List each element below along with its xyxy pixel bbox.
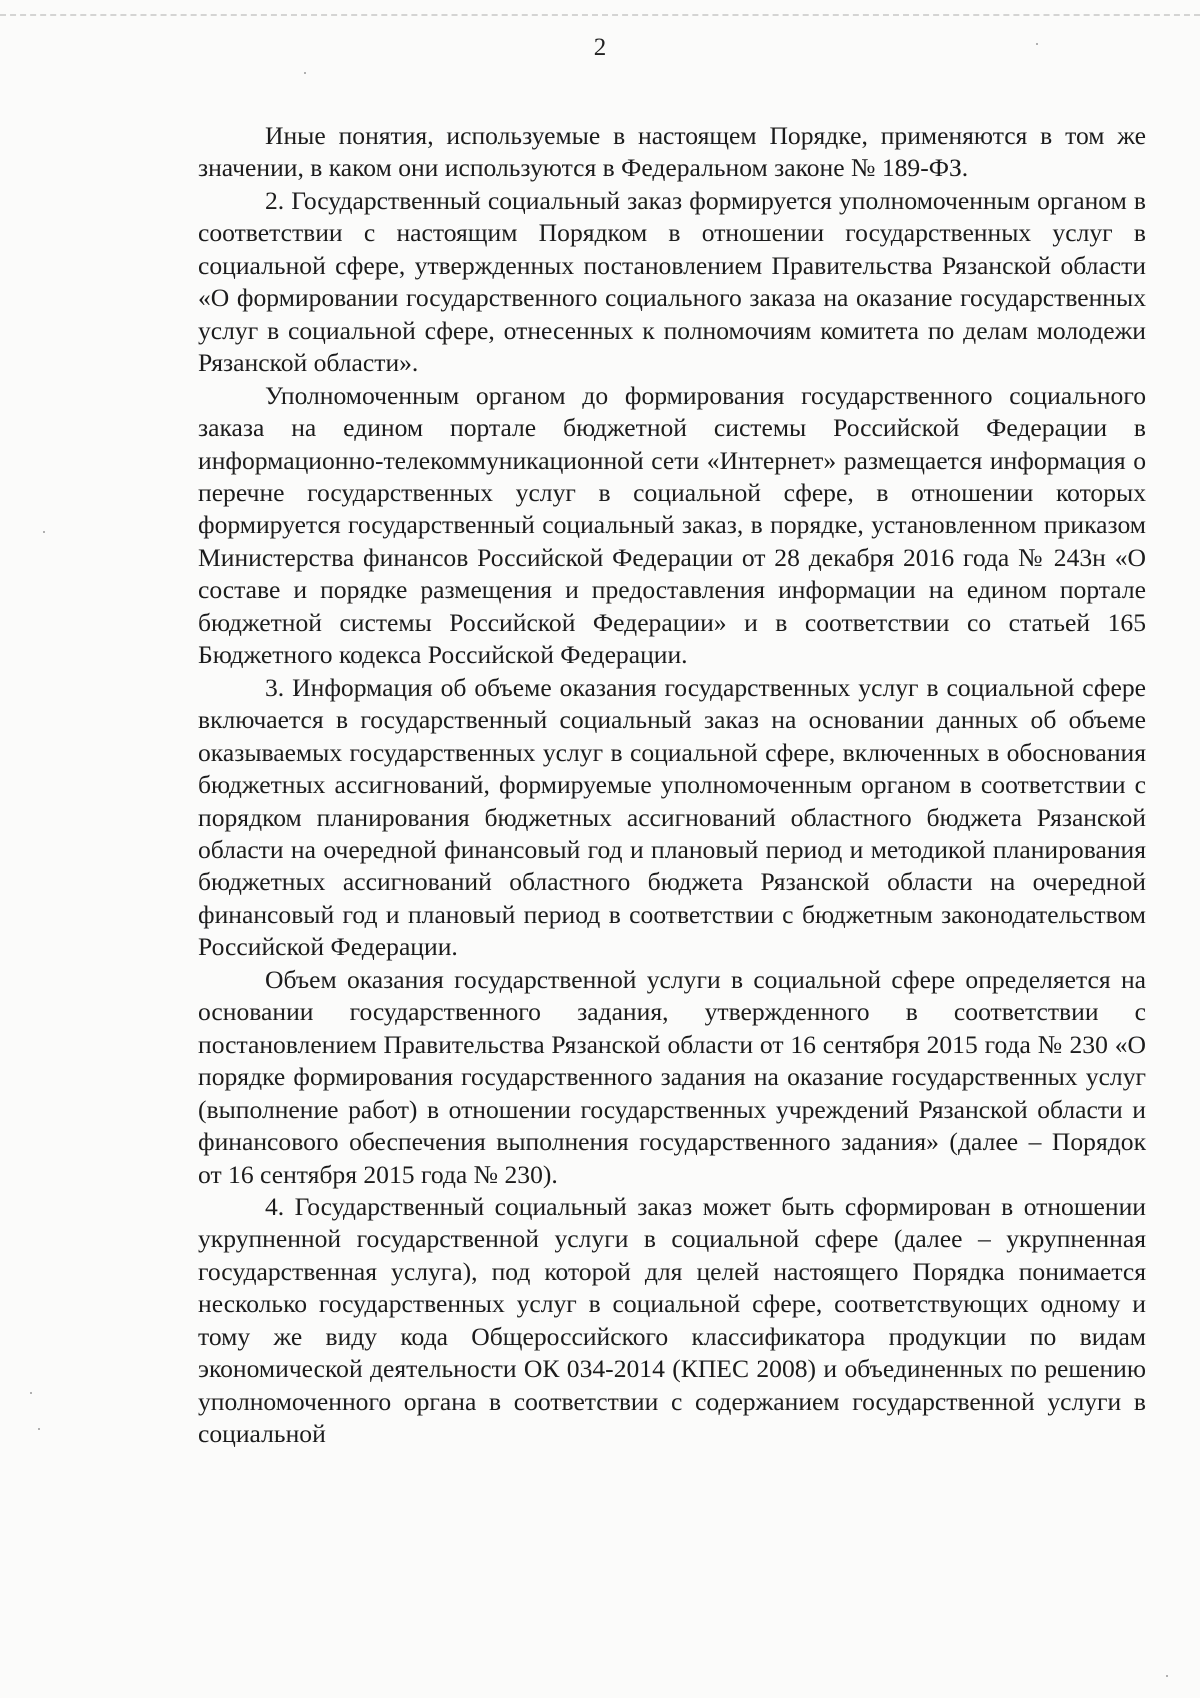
scan-edge-line [0, 14, 1200, 16]
scan-speck [304, 72, 306, 74]
document-body [198, 120, 1146, 1451]
paragraph-other-terms: Иные понятия, используемые в настоящем Порядке, применяются в том же значении, в каком они используются в Федеральном законе № 189-ФЗ. [198, 121, 1146, 183]
scan-speck [30, 1392, 32, 1394]
paragraph-clause-4: 4. Государственный социальный заказ может быть сформирован в отношении укрупненной государственной услуги в социальной сфере (далее – укрупненная государственная услуга), под которой для целей настоящего Порядка понимается несколько государственных услуг в социальной сфере, соответствующих одному и тому же виду кода Общероссийского классификатора продукции по видам экономической деятельности ОК 034-2014 (КПЕС 2008) и объединенных по решению уполномоченного органа в соответствии с содержанием государственной услуги в социальной [198, 1191, 1146, 1449]
paragraph-clause-3: 3. Информация об объеме оказания государственных услуг в социальной сфере включается в государственный социальный заказ на основании данных об объеме оказываемых государственных услуг в социальной сфере, включенных в обоснования бюджетных ассигнований, формируемые уполномоченным органом в соответствии с порядком планирования бюджетных ассигнований областного бюджета Рязанской области на очередной финансовый год и плановый период и методикой планирования бюджетных ассигнований областного бюджета Рязанской области на очередной финансовый год и плановый период в соответствии с бюджетным законодательством Российской Федерации. [198, 672, 1146, 962]
paragraph-authorized-body-info: Уполномоченным органом до формирования государственного социального заказа на едином портале бюджетной системы Российской Федерации в информационно-телекоммуникационной сети «Интернет» размещается информация о перечне государственных услуг в социальной сфере, в отношении которых формируется государственный социальный заказ, в порядке, установленном приказом Министерства финансов Российской Федерации от 28 декабря 2016 года № 243н «О составе и порядке размещения и предоставления информации на едином портале бюджетной системы Российской Федерации» и в соответствии со статьей 165 Бюджетного кодекса Российской Федерации. [198, 380, 1146, 670]
scan-speck [43, 531, 45, 533]
scan-speck [1036, 43, 1038, 45]
paragraph-clause-2: 2. Государственный социальный заказ формируется уполномоченным органом в соответствии с настоящим Порядком в отношении государственных услуг в социальной сфере, утвержденных постановлением Правительства Рязанской области «О формировании государственного социального заказа на оказание государственных услуг в социальной сфере, отнесенных к полномочиям комитета по делам молодежи Рязанской области». [198, 185, 1146, 378]
scan-speck [1166, 1675, 1168, 1677]
scan-speck [38, 1428, 40, 1430]
paragraph-service-volume: Объем оказания государственной услуги в социальной сфере определяется на основании государственного задания, утвержденного в соответствии с постановлением Правительства Рязанской области от 16 сентября 2015 года № 230 «О порядке формирования государственного задания на оказание государственных услуг (выполнение работ) в отношении государственных учреждений Рязанской области и финансового обеспечения выполнения государственного задания» (далее – Порядок от 16 сентября 2015 года № 230). [198, 964, 1146, 1189]
page-number: 2 [593, 34, 607, 61]
